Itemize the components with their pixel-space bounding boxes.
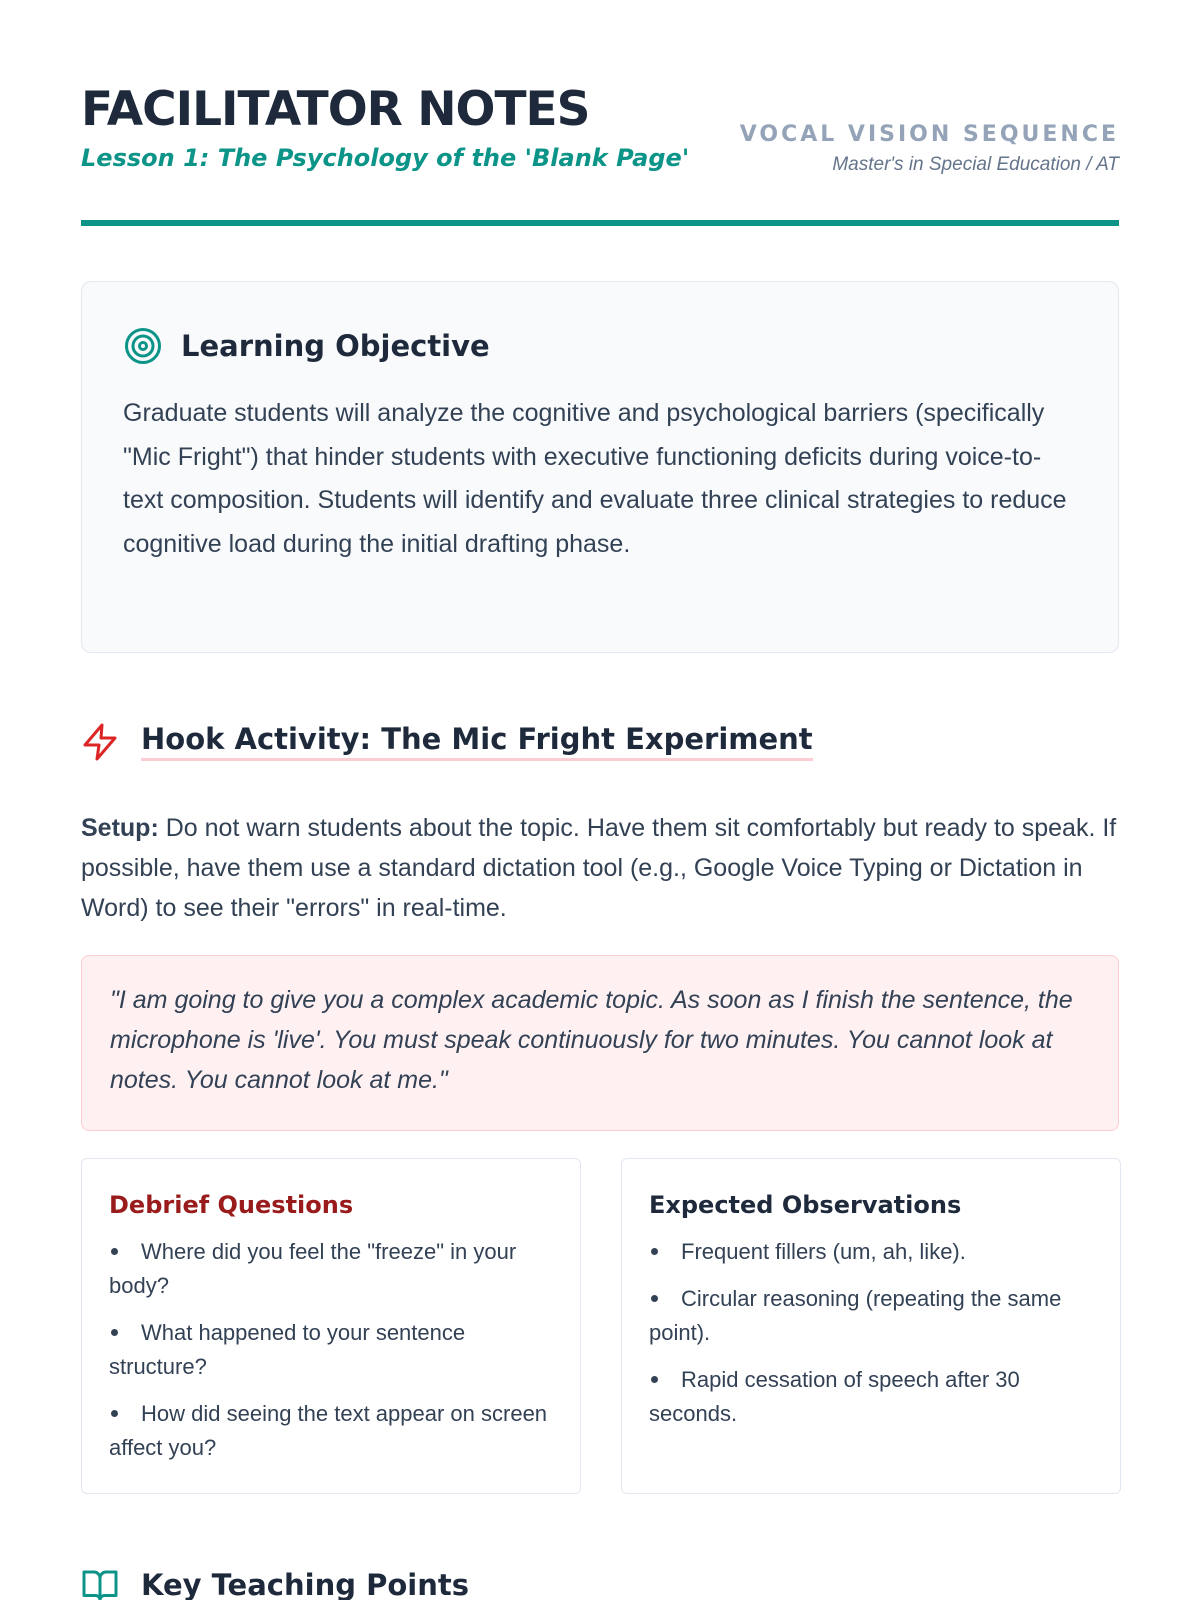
- list-item: What happened to your sentence structure?: [109, 1320, 466, 1379]
- book-open-icon: [81, 1566, 119, 1600]
- bullet-icon: [111, 1410, 118, 1417]
- list-item: Frequent fillers (um, ah, like).: [649, 1235, 1093, 1269]
- target-icon: [123, 326, 163, 366]
- page-header: [81, 78, 1119, 226]
- bullet-icon: [651, 1248, 658, 1255]
- lesson-subtitle: Lesson 1: The Psychology of the 'Blank Page': [81, 144, 690, 172]
- debrief-questions-card: [81, 1158, 581, 1494]
- learning-objective-header: [123, 324, 1077, 368]
- hook-activity-heading: [81, 722, 813, 761]
- bullet-icon: [111, 1248, 118, 1255]
- list-item: How did seeing the text appear on screen affect you?: [109, 1401, 548, 1460]
- expected-observations-title: Expected Observations: [649, 1191, 962, 1219]
- setup-paragraph: [81, 808, 1119, 928]
- list-item: Rapid cessation of speech after 30 seconds.: [649, 1367, 1020, 1426]
- key-teaching-points-heading: [81, 1566, 469, 1600]
- list-item: Circular reasoning (repeating the same point).: [649, 1286, 1062, 1345]
- facilitator-script-quote: "I am going to give you a complex academic topic. As soon as I finish the sentence, the microphone is 'live'. You must speak continuously for two minutes. You cannot look at notes. You cannot look at me.": [81, 955, 1119, 1131]
- program-name: Master's in Special Education / AT: [832, 154, 1119, 175]
- bullet-icon: [111, 1329, 118, 1336]
- learning-objective-card: [81, 281, 1119, 653]
- lightning-icon: [81, 723, 119, 761]
- page-title: FACILITATOR NOTES: [81, 82, 590, 137]
- bullet-icon: [651, 1295, 658, 1302]
- expected-observations-list: [649, 1235, 1093, 1431]
- debrief-questions-title: Debrief Questions: [109, 1191, 354, 1219]
- bullet-icon: [651, 1376, 658, 1383]
- setup-label: Setup:: [81, 814, 159, 842]
- key-teaching-points-title: Key Teaching Points: [141, 1568, 469, 1600]
- expected-observations-card: [621, 1158, 1121, 1494]
- learning-objective-title: Learning Objective: [181, 329, 490, 363]
- list-item: Where did you feel the "freeze" in your body?: [109, 1239, 517, 1298]
- hook-activity-title: Hook Activity: The Mic Fright Experiment: [141, 722, 813, 761]
- debrief-questions-list: [109, 1235, 553, 1465]
- series-name: VOCAL VISION SEQUENCE: [739, 122, 1119, 147]
- setup-text: Do not warn students about the topic. Have them sit comfortably but ready to speak. If possible, have them use a standard dictation tool (e.g., Google Voice Typing or Dictation in Word) to see their "errors" in real-time.: [81, 814, 1117, 922]
- learning-objective-text: Graduate students will analyze the cognitive and psychological barriers (specifically "Mic Fright") that hinder students with executive functioning deficits during voice-to-text composition. Students will identify and evaluate three clinical strategies to reduce cognitive load during the initial drafting phase.: [123, 399, 1067, 558]
